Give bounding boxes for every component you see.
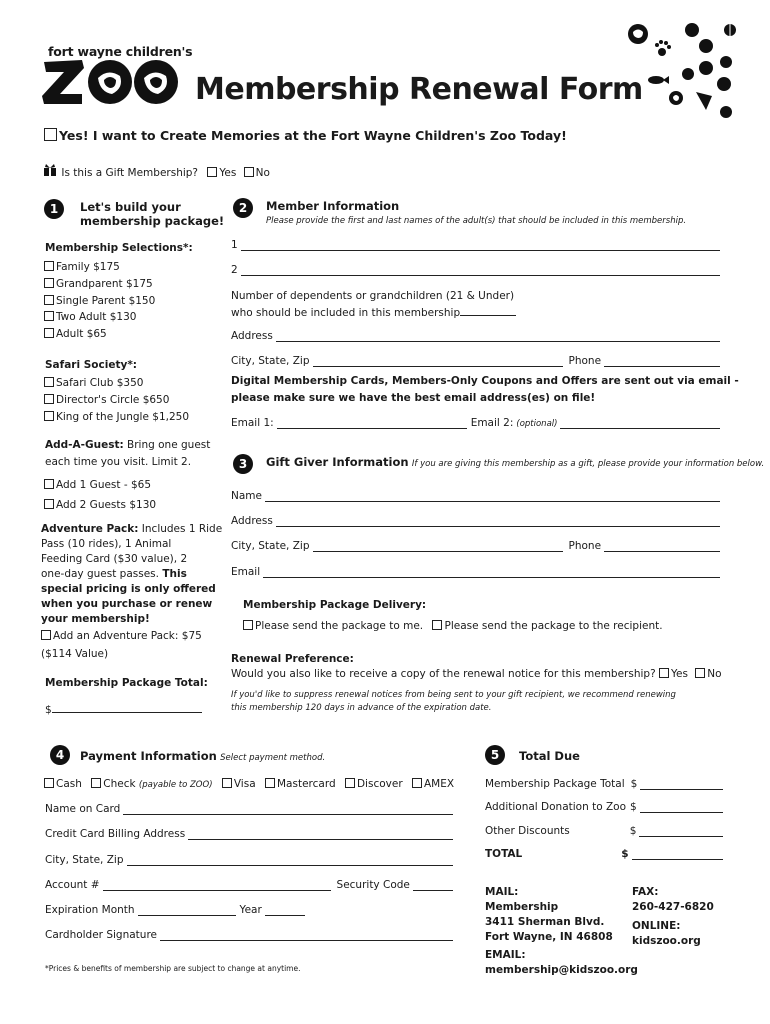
section2-number: 2 (233, 198, 253, 218)
website-link[interactable]: kidszoo.org (632, 935, 701, 947)
animal-icons-cluster (620, 16, 740, 131)
rock-icon (628, 24, 648, 44)
section2-subtitle: Please provide the first and last names of the adult(s) that should be included in this membership. (266, 216, 687, 226)
billing-city-field[interactable]: City, State, Zip (45, 854, 453, 866)
selection-adult[interactable]: Adult $65 (44, 326, 155, 343)
method-cash[interactable]: Cash (44, 778, 82, 790)
giver-city-phone-field[interactable]: City, State, Zip Phone (231, 540, 720, 552)
section4-header: Payment Information Select payment method. (80, 749, 326, 763)
zoo-logo (42, 58, 182, 109)
dot-icon (682, 68, 694, 80)
dot-icon (685, 23, 699, 37)
section5-number: 5 (485, 745, 505, 765)
method-visa[interactable]: Visa (222, 778, 256, 790)
section1-number: 1 (44, 199, 64, 219)
delivery-recipient-option[interactable]: Please send the package to the recipient. (432, 620, 662, 632)
add-1-guest-option[interactable]: Add 1 Guest - $65 (44, 475, 156, 495)
safari-club-option[interactable]: Safari Club $350 (44, 375, 189, 392)
adventure-pack-value: ($114 Value) (41, 648, 109, 660)
selection-single-parent[interactable]: Single Parent $150 (44, 293, 155, 310)
method-discover[interactable]: Discover (345, 778, 403, 790)
delivery-options (243, 620, 663, 632)
section5-title: Total Due (519, 749, 580, 763)
zoo-logo-icon (42, 58, 182, 106)
pricing-footnote: *Prices & benefits of membership are subject to change at anytime. (45, 964, 301, 973)
section1-title-2: membership package! (80, 214, 225, 228)
member-city-phone-field[interactable]: City, State, Zip Phone (231, 355, 720, 367)
fax-block: FAX: 260-427-6820 (632, 886, 714, 913)
logo-top-text: fort wayne children's (48, 44, 193, 59)
gift-yes-checkbox[interactable]: Yes (207, 167, 236, 179)
mail-block: MAIL: Membership 3411 Sherman Blvd. Fort Wayne, IN 46808 (485, 886, 613, 943)
king-of-jungle-option[interactable]: King of the Jungle $1,250 (44, 409, 189, 426)
name-on-card-field[interactable]: Name on Card (45, 803, 453, 815)
directors-circle-option[interactable]: Director's Circle $650 (44, 392, 189, 409)
checkbox[interactable] (44, 128, 57, 141)
member-address-field[interactable]: Address (231, 330, 720, 342)
email-block: EMAIL: membership@kidszoo.org (485, 949, 638, 976)
gift-membership-row: Is this a Gift Membership? Yes No (44, 164, 270, 179)
method-mastercard[interactable]: Mastercard (265, 778, 336, 790)
renewal-question: Would you also like to receive a copy of the renewal notice for this membership? Yes No (231, 668, 722, 680)
rock-icon (669, 91, 683, 105)
dot-icon (699, 61, 713, 75)
total-row-package[interactable]: Membership Package Total $ (485, 778, 723, 790)
selection-grandparent[interactable]: Grandparent $175 (44, 276, 155, 293)
bug-icon (724, 24, 736, 36)
total-row-discounts[interactable]: Other Discounts $ (485, 825, 723, 837)
payment-methods (44, 778, 454, 790)
online-block: ONLINE: kidszoo.org (632, 920, 701, 947)
section1-title-1: Let's build your (80, 200, 181, 214)
member-name-1-field[interactable]: 1 (231, 239, 720, 251)
section4-number: 4 (50, 745, 70, 765)
giver-address-field[interactable]: Address (231, 515, 720, 527)
dot-icon (720, 56, 732, 68)
dot-icon (720, 106, 732, 118)
renewal-note-2: this membership 120 days in advance of the expiration date. (231, 703, 492, 713)
section3-header: Gift Giver Information If you are giving this membership as a gift, please provide your information below. (266, 455, 765, 469)
method-amex[interactable]: AMEX (412, 778, 454, 790)
cardholder-signature-field[interactable]: Cardholder Signature (45, 929, 453, 941)
section3-number: 3 (233, 454, 253, 474)
gift-no-checkbox[interactable]: No (244, 167, 270, 179)
membership-selections-label: Membership Selections*: (45, 242, 193, 254)
package-total-field[interactable]: $ (45, 702, 202, 716)
dependents-field[interactable]: who should be included in this membership (231, 305, 516, 319)
expiration-field[interactable]: Expiration Month Year (45, 904, 305, 916)
account-security-field[interactable]: Account # Security Code (45, 879, 453, 891)
renewal-note-1: If you'd like to suppress renewal notices from being sent to your gift recipient, we recommend renewing (231, 690, 676, 700)
renewal-yes-option[interactable]: Yes (659, 668, 688, 680)
add-2-guests-option[interactable]: Add 2 Guests $130 (44, 495, 156, 515)
page-title: Membership Renewal Form (195, 72, 643, 107)
add-a-guest-desc-2: each time you visit. Limit 2. (45, 456, 192, 468)
dot-icon (717, 77, 731, 91)
digital-note-1: Digital Membership Cards, Members-Only Coupons and Offers are sent out via email - (231, 375, 739, 387)
member-email-fields[interactable]: Email 1: Email 2: (optional) (231, 417, 720, 429)
selection-family[interactable]: Family $175 (44, 259, 155, 276)
add-a-guest-desc: Add-A-Guest: Bring one guest (45, 439, 211, 451)
method-check[interactable]: Check (payable to ZOO) (91, 778, 212, 790)
total-row-donation[interactable]: Additional Donation to Zoo $ (485, 801, 723, 813)
yes-create-memories-option[interactable]: Yes! I want to Create Memories at the Fort Wayne Children's Zoo Today! (44, 128, 567, 143)
section2-title: Member Information (266, 199, 400, 213)
giver-name-field[interactable]: Name (231, 490, 720, 502)
gift-icon (44, 164, 58, 179)
safari-list (44, 375, 189, 426)
guest-list (44, 475, 156, 515)
fish-icon (648, 76, 669, 84)
package-total-label: Membership Package Total: (45, 677, 208, 689)
dot-icon (699, 39, 713, 53)
leaf-icon (696, 92, 712, 110)
email-link[interactable]: membership@kidszoo.org (485, 964, 638, 976)
member-name-2-field[interactable]: 2 (231, 264, 720, 276)
paw-icon (655, 40, 671, 56)
giver-email-field[interactable]: Email (231, 566, 720, 578)
total-row-total[interactable]: TOTAL $ (485, 848, 723, 860)
renewal-label: Renewal Preference: (231, 653, 354, 665)
membership-selections-list (44, 259, 155, 343)
selection-two-adult[interactable]: Two Adult $130 (44, 309, 155, 326)
delivery-label: Membership Package Delivery: (243, 599, 427, 611)
dependents-label: Number of dependents or grandchildren (21 & Under) (231, 290, 515, 302)
billing-address-field[interactable]: Credit Card Billing Address (45, 828, 453, 840)
renewal-no-option[interactable]: No (695, 668, 721, 680)
adventure-pack-desc: Adventure Pack: Includes 1 Ride Pass (10 rides), 1 Animal Feeding Card ($30 value), 2 one-day guest passes. This special pricing is only offered when you purchase or renew your membership! (41, 523, 223, 625)
adventure-pack-option[interactable]: Add an Adventure Pack: $75 (41, 630, 202, 642)
digital-note-2: please make sure we have the best email address(es) on file! (231, 392, 596, 404)
delivery-me-option[interactable]: Please send the package to me. (243, 620, 423, 632)
safari-society-label: Safari Society*: (45, 359, 138, 371)
